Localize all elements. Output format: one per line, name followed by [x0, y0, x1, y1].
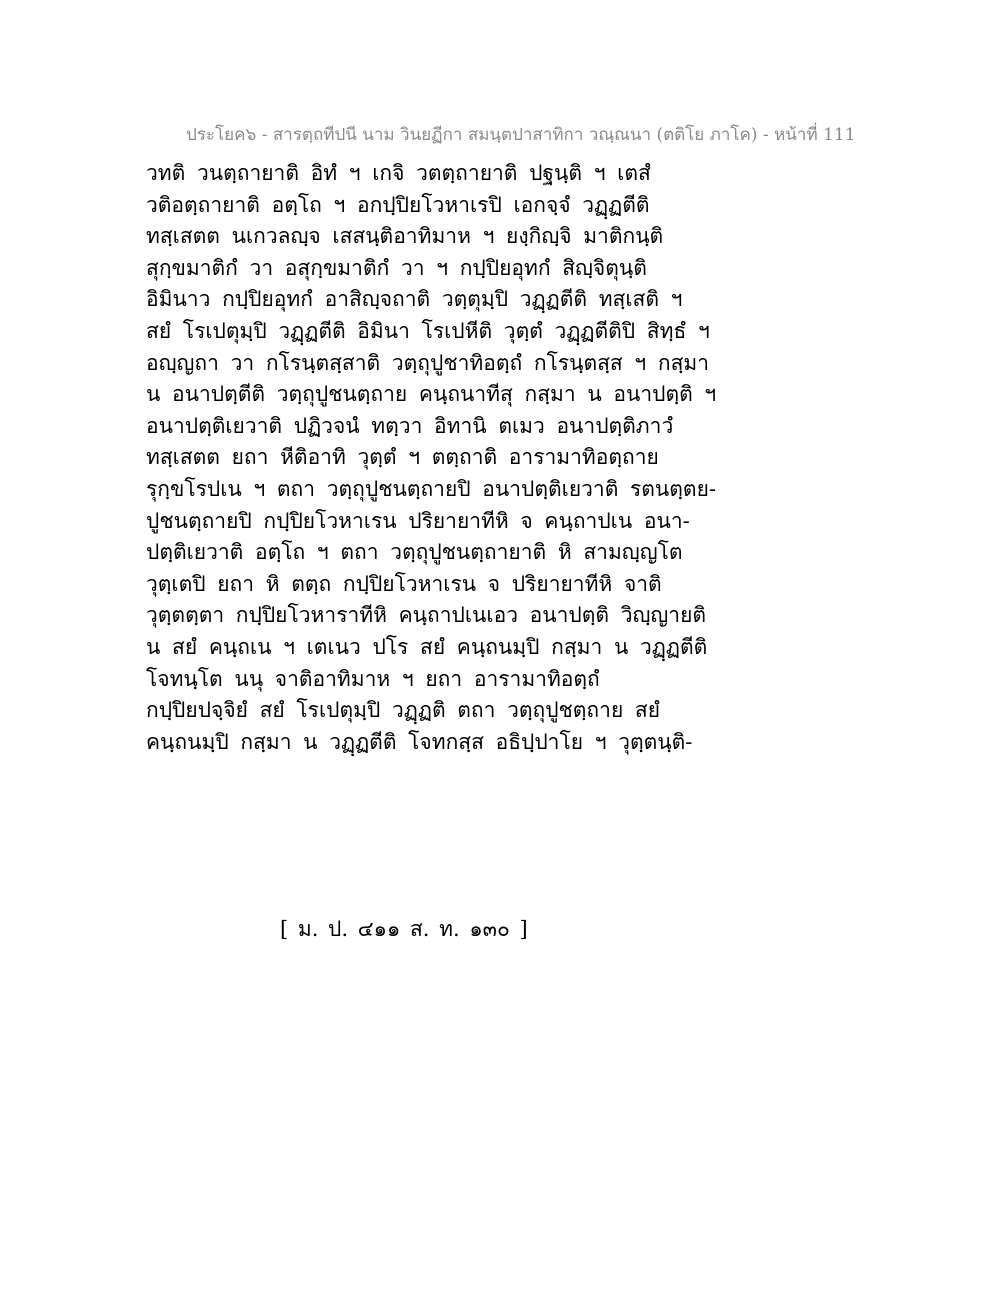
text-line: สยํ โรเปตุมฺปิ วฏฺฏตีติ อิมินา โรเปหีติ วุตฺตํ วฏฺฏตีติปิ สิทฺธํ ฯ	[146, 318, 710, 343]
text-line: อญฺญถา วา กโรนฺตสฺสาติ วตฺถุปูชาทิอตฺถํ กโรนฺตสฺส ฯ กสฺมา	[146, 350, 710, 375]
text-line: วทติ วนตฺถายาติ อิทํ ฯ เกจิ วตตฺถายาติ ปฐนฺติ ฯ เตสํ	[146, 161, 651, 185]
text-line: วุตฺเตปิ ยถา หิ ตตฺถ กปฺปิยโวหาเรน จ ปริยายาทีหิ จาติ	[146, 571, 662, 596]
text-line: รุกฺขโรปเน ฯ ตถา วตฺถุปูชนตฺถายปิ อนาปตฺติเยวาติ รตนตฺตย-	[146, 476, 716, 501]
text-line: ปูชนตฺถายปิ กปฺปิยโวหาเรน ปริยายาทีหิ จ คนฺถาปเน อนา-	[146, 508, 690, 533]
text-line: โจทนฺโต นนุ จาติอาทิมาห ฯ ยถา อารามาทิอตฺถํ	[146, 666, 600, 691]
text-line: กปฺปิยปจฺจิยํ สยํ โรเปตุมฺปิ วฏฺฏติ ตถา วตฺถุปูชตฺถาย สยํ	[146, 698, 661, 723]
text-line: ทสฺเสตต นเกวลญฺจ เสสนฺติอาทิมาห ฯ ยงฺกิญฺจิ มาติกนฺติ	[146, 224, 664, 249]
text-line: อนาปตฺติเยวาติ ปฏิวจนํ ทตฺวา อิทานิ ตเมว อนาปตฺติภาวํ	[146, 413, 674, 438]
text-line: น อนาปตฺตีติ วตฺถุปูชนตฺถาย คนฺถนาทีสุ กสฺมา น อนาปตฺติ ฯ	[146, 382, 717, 407]
text-line: วติอตฺถายาติ อตฺโถ ฯ อกปฺปิยโวหาเรปิ เอกจฺจํ วฏฺฏตีติ	[146, 192, 650, 217]
text-line: อิมินาว กปฺปิยอุทกํ อาสิญฺจถาติ วตฺตุมฺปิ วฏฺฏตีติ ทสฺเสติ ฯ	[146, 287, 683, 312]
running-header: ประโยค๖ - สารตฺถทีปนี นาม วินยฏีกา สมนฺตปาสาทิกา วณฺณนา (ตติโย ภาโค) - หน้าที่ 111	[186, 125, 856, 145]
text-body	[146, 158, 866, 758]
page-reference-footer: [ ม. ป. ๔๑๑ ส. ท. ๑๓๐ ]	[280, 917, 528, 941]
text-line: น สยํ คนฺถเน ฯ เตเนว ปโร สยํ คนฺถนมฺปิ กสฺมา น วฏฺฏตีติ	[146, 634, 708, 659]
text-line: ทสฺเสตต ยถา หีติอาทิ วุตฺตํ ฯ ตตฺถาติ อารามาทิอตฺถาย	[146, 445, 659, 470]
text-line: คนฺถนมฺปิ กสฺมา น วฏฺฏตีติ โจทกสฺส อธิปฺปาโย ฯ วุตฺตนฺติ-	[146, 729, 693, 754]
text-line: วุตฺตตฺตา กปฺปิยโวหาราทีหิ คนฺถาปเนเอว อนาปตฺติ วิญฺญายติ	[146, 603, 707, 628]
text-line: ปตฺติเยวาติ อตฺโถ ฯ ตถา วตฺถุปูชนตฺถายาติ หิ สามญฺญโต	[146, 540, 683, 565]
text-line: สุกฺขมาติกํ วา อสุกฺขมาติกํ วา ฯ กปฺปิยอุทกํ สิญฺจิตุนฺติ	[146, 255, 647, 280]
